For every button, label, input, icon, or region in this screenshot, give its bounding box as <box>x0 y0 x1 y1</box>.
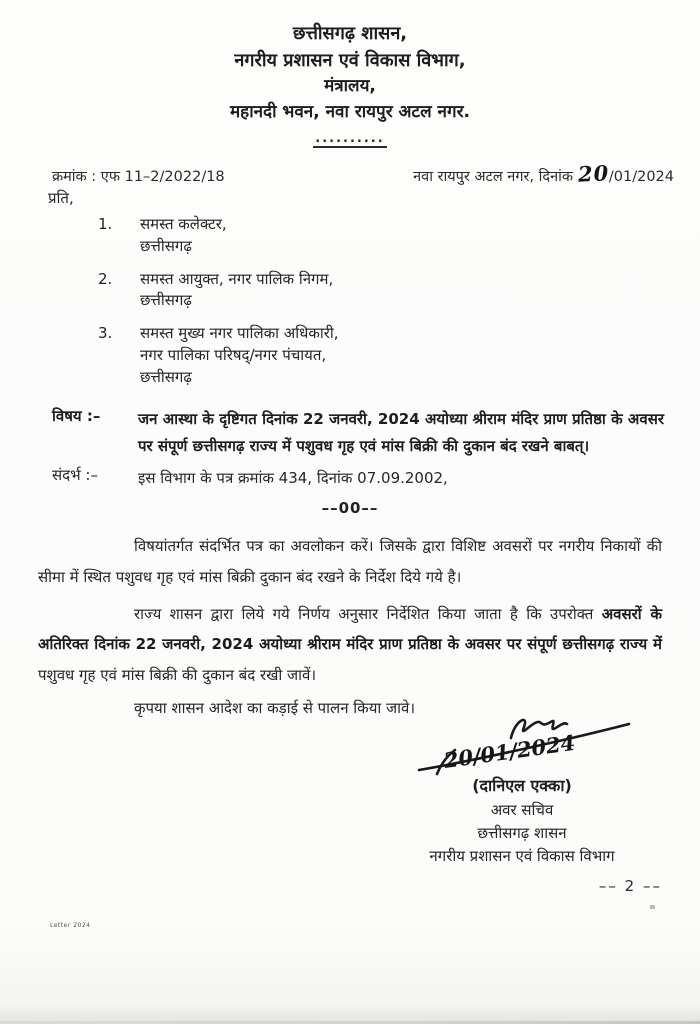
letterhead-address: महानदी भवन, नवा रायपुर अटल नगर. <box>230 101 470 122</box>
letterhead <box>0 0 700 149</box>
recipient-line: समस्त कलेक्टर, <box>140 215 227 233</box>
para2-bold-emphasis: अवसरों के अतिरिक्त दिनांक 22 जनवरी, 2024 अयोध्या श्रीराम मंदिर प्राण प्रतिष्ठा के अवसर पर संपूर्ण छत्तीसगढ़ राज्य में <box>38 604 663 654</box>
letterhead-dotted-separator: .......... <box>315 131 385 146</box>
body-paragraph-1: विषयांतर्गत संदर्भित पत्र का अवलोकन करें। जिसके द्वारा विशिष्ट अवसरों पर नगरीय निकायों की सीमा में स्थित पशुवध गृह एवं मांस बिक्री दुकान बंद रखने के निर्देश दिये गये है। <box>38 537 662 586</box>
zero-divider: ––00–– <box>321 499 379 517</box>
recipient-line: नगर पालिका परिषद्/नगर पंचायत, <box>140 345 327 364</box>
signatory-designation: अवर सचिव <box>490 800 554 819</box>
para2-regular-end: पशुवध गृह एवं मांस बिक्री की दुकान बंद रखी जावें। <box>38 666 317 684</box>
reference-text: इस विभाग के पत्र क्रमांक 434, दिनांक 07.09.2002, <box>138 468 448 487</box>
recipient-number: 3. <box>98 324 113 342</box>
recipient-line: छत्तीसगढ़ <box>140 291 192 310</box>
letterhead-ministry: मंत्रालय, <box>324 76 376 96</box>
meta-row <box>0 149 700 186</box>
place-and-date <box>413 161 674 186</box>
signature-scribble-icon <box>407 712 637 778</box>
recipient-text <box>140 214 700 258</box>
recipient-item <box>0 214 700 258</box>
place-date-prefix: नवा रायपुर अटल नगर, दिनांक <box>413 169 578 185</box>
corner-footer-note: Letter 2024 <box>50 922 91 929</box>
closing-line: कृपया शासन आदेश का कड़ाई से पालन किया जावे। <box>134 698 416 717</box>
recipient-line: छत्तीसगढ़ <box>140 367 192 386</box>
recipient-number: 2. <box>98 269 113 288</box>
recipient-number: 1. <box>98 215 113 233</box>
subject-label: विषय :– <box>52 407 101 426</box>
signatory-government: छत्तीसगढ़ शासन <box>477 824 567 843</box>
recipient-text <box>140 323 700 388</box>
reference-row <box>0 465 700 491</box>
letterhead-department: नगरीय प्रशासन एवं विकास विभाग, <box>234 50 466 71</box>
signatory-name: (दानिएल एक्का) <box>472 776 572 795</box>
recipient-line: समस्त मुख्य नगर पालिका अधिकारी, <box>140 324 339 342</box>
letterhead-government: छत्तीसगढ़ शासन, <box>292 23 408 44</box>
page-number-marker: –– 2 –– <box>598 876 662 895</box>
recipients-list <box>0 208 700 388</box>
para2-regular-start: राज्य शासन द्वारा लिये गये निर्णय अनुसार निर्देशित किया जाता है कि उपरोक्त <box>134 604 602 623</box>
subject-text: जन आस्था के दृष्टिगत दिनांक 22 जनवरी, 2024 अयोध्या श्रीराम मंदिर प्राण प्रतिष्ठा के अवसर पर संपूर्ण छत्तीसगढ़ राज्य में पशुवध गृह एवं मांस बिक्री की दुकान बंद रखने बाबत्। <box>138 410 664 455</box>
ink-smudge <box>650 905 655 909</box>
handwritten-day: 20 <box>577 160 610 187</box>
body-paragraph-2 <box>0 599 700 691</box>
date-rest: /01/2024 <box>608 169 674 185</box>
reference-label: संदर्भ :– <box>52 465 98 484</box>
letter-ref-number: क्रमांक : एफ 11–2/2022/18 <box>52 169 225 185</box>
subject-row <box>0 406 700 459</box>
signatory-department: नगरीय प्रशासन एवं विकास विभाग <box>429 847 615 866</box>
recipient-item <box>0 323 700 388</box>
recipient-text <box>140 269 700 313</box>
handwritten-signature-date: 20/01/2024 <box>442 729 577 773</box>
to-label: प्रति, <box>48 189 74 207</box>
recipient-item <box>0 269 700 313</box>
recipient-line: छत्तीसगढ़ <box>140 236 192 255</box>
recipient-line: समस्त आयुक्त, नगर पालिक निगम, <box>140 269 334 288</box>
signature-block <box>372 712 672 898</box>
